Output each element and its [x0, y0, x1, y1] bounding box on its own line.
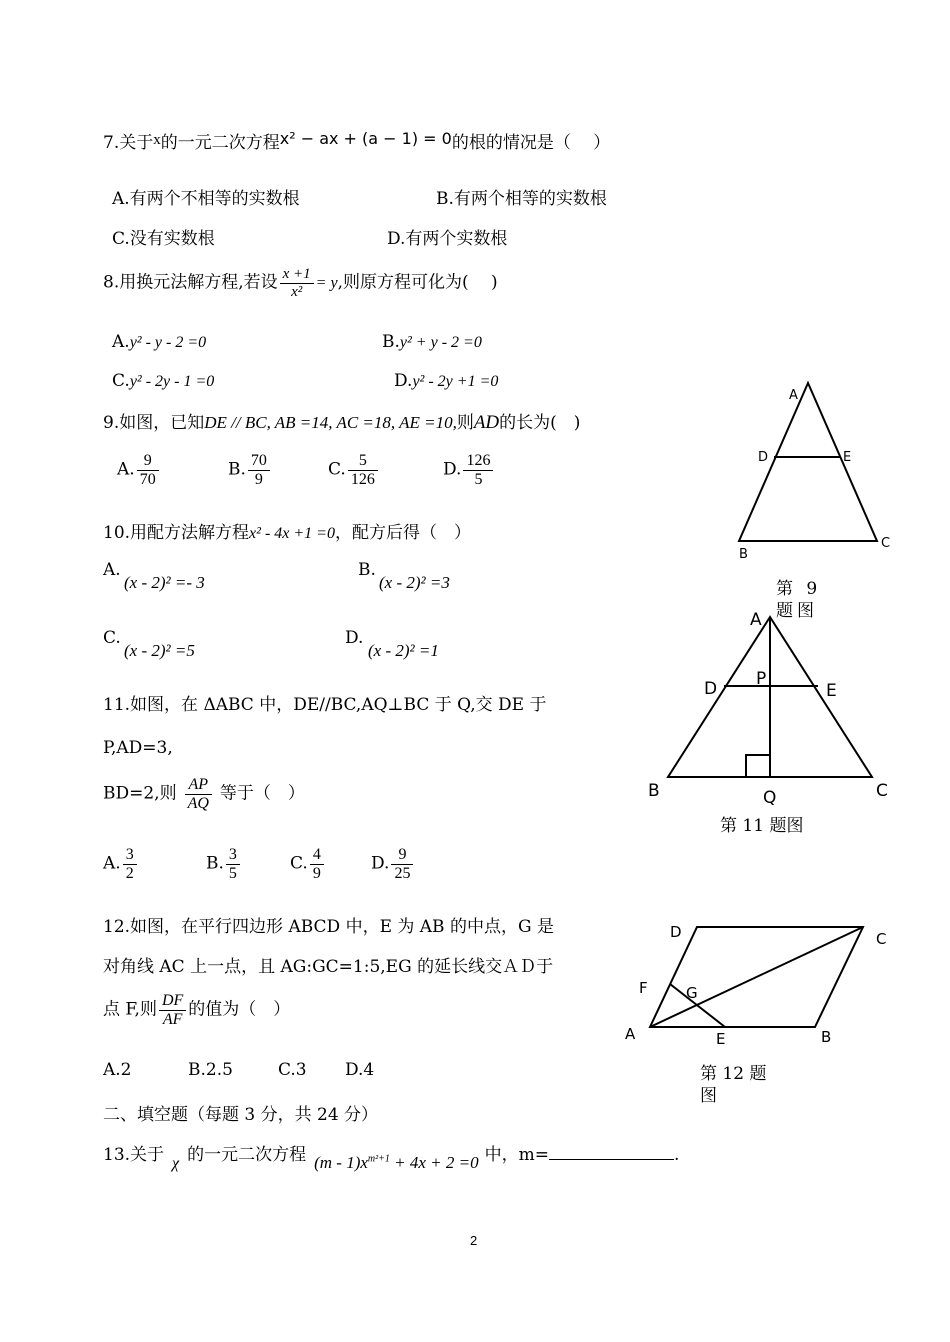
q11-option-b: B. $\frac{3}{5}$	[206, 846, 242, 882]
diagonal-ac	[650, 927, 863, 1027]
q8-stem: 8.用换元法解方程,若设 $\frac{x +1}{\text{x²}}$ = y,则原方程可化为( )	[103, 266, 498, 300]
label-b: B	[739, 547, 748, 562]
q11-line1: 11.如图，在 ΔABC 中，DE//BC,AQ⊥BC 于 Q,交 DE 于	[103, 695, 547, 715]
label-b: B	[648, 781, 660, 801]
label-c: C	[876, 930, 887, 948]
q11-line3: BD=2,则 $\frac{AP}{AQ}$ 等于（ ）	[103, 776, 305, 812]
q9-option-b: B. $\frac{70}{9}$	[228, 452, 272, 488]
q8-option-c: C.y² - 2y - 1 =0	[112, 371, 215, 391]
q12-line1: 12.如图，在平行四边形 ABCD 中，E 为 AB 的中点，G 是	[103, 917, 554, 937]
q8-option-d: D.y² - 2y +1 =0	[394, 371, 499, 391]
label-f: F	[639, 979, 648, 997]
label-b: B	[821, 1028, 832, 1046]
figure-9-caption: 第 9 题图	[776, 579, 822, 622]
q12-option-d: D.4	[345, 1060, 375, 1080]
q10-option-c: C.	[103, 628, 121, 648]
figure-11	[640, 605, 900, 815]
q12-option-b: B.2.5	[188, 1060, 233, 1080]
q7-stem: 7.关于x的一元二次方程x² − ax + (a − 1) = 0的根的情况是（ ）	[103, 129, 611, 153]
label-c: C	[881, 536, 891, 551]
q10-stem: 10.用配方法解方程x² - 4x +1 =0，配方后得（ ）	[103, 523, 471, 543]
label-a: A	[625, 1025, 636, 1043]
q9-option-c: C. $\frac{5}{126}$	[328, 452, 380, 488]
section-2-heading: 二、填空题（每题 3 分，共 24 分）	[103, 1105, 379, 1125]
q10-option-d: D.	[345, 628, 364, 648]
right-angle-mark	[746, 755, 770, 777]
label-e: E	[716, 1030, 726, 1048]
q11-line2: P,AD=3,	[103, 738, 173, 758]
q7-option-c: C.没有实数根	[112, 229, 215, 249]
figure-11-caption: 第 11 题图	[720, 816, 804, 836]
q12-line2: 对角线 AC 上一点，且 AG:GC=1:5,EG 的延长线交ＡＤ于	[103, 957, 554, 977]
q9-option-a: A. $\frac{9}{70}$	[117, 452, 161, 488]
label-d: D	[758, 450, 769, 465]
figure-9	[725, 375, 900, 565]
q8-option-b: B.y² + y - 2 =0	[382, 332, 482, 352]
page-number: 2	[470, 1233, 478, 1248]
q11-option-c: C. $\frac{4}{9}$	[290, 846, 326, 882]
q7-option-d: D.有两个实数根	[387, 229, 508, 249]
q12-option-a: A.2	[103, 1060, 132, 1080]
label-a: A	[789, 388, 798, 403]
label-q: Q	[763, 788, 777, 808]
figure-12	[615, 915, 900, 1050]
label-e: E	[826, 681, 837, 701]
q9-stem: 9.如图，已知DE // BC, AB =14, AC =18, AE =10,则AD的长为( )	[103, 412, 581, 433]
q12-line3: 点 F,则 $\frac{DF}{AF}$ 的值为（ ）	[103, 992, 291, 1028]
label-d: D	[670, 923, 682, 941]
q11-option-d: D. $\frac{9}{25}$	[371, 846, 415, 882]
q13-stem: 13.关于 χ 的一元二次方程 $(m - 1)x^{m^2+1} + 4x + 2 =0$ 中，m= .	[103, 1145, 680, 1172]
q10-option-c-expr: (x - 2)² =5	[124, 641, 195, 660]
q10-option-a-expr: (x - 2)² =- 3	[124, 573, 205, 592]
q10-option-b: B.	[358, 560, 376, 580]
q10-option-a: A.	[103, 560, 121, 580]
q10-option-d-expr: (x - 2)² =1	[368, 641, 439, 660]
q9-option-d: D. $\frac{126}{5}$	[443, 452, 495, 488]
q11-option-a: A. $\frac{3}{2}$	[103, 846, 139, 882]
q8-fraction: $\frac{x +1}{\text{x²}}$	[280, 266, 314, 300]
label-d: D	[704, 679, 718, 699]
q7-equation: x² − ax + (a − 1) = 0	[279, 129, 452, 148]
label-p: P	[756, 669, 767, 689]
q7-option-a: A.有两个不相等的实数根	[112, 189, 300, 209]
figure-12-caption: 第 12 题图	[700, 1064, 767, 1107]
label-a: A	[750, 610, 762, 630]
q12-option-c: C.3	[278, 1060, 307, 1080]
label-c: C	[876, 781, 888, 801]
label-e: E	[843, 450, 852, 465]
q7-option-b: B.有两个相等的实数根	[436, 189, 607, 209]
q13-answer-blank[interactable]	[549, 1145, 674, 1160]
q13-equation: $(m - 1)x^{m^2+1} + 4x + 2 =0$	[314, 1153, 479, 1172]
q8-option-a: A.y² - y - 2 =0	[112, 332, 207, 352]
q10-option-b-expr: (x - 2)² =3	[379, 573, 450, 592]
label-g: G	[686, 984, 698, 1002]
